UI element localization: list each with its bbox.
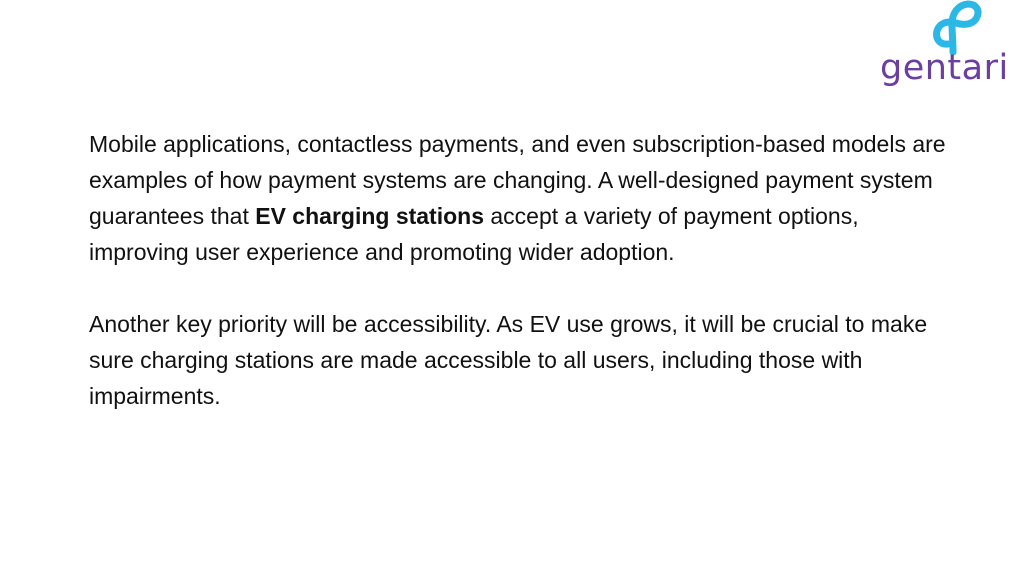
paragraph-payment-systems [89, 126, 949, 270]
paragraph-accessibility: Another key priority will be accessibility. As EV use grows, it will be crucial to make sure charging stations are made accessible to all users, including those with impairments. [89, 311, 928, 409]
ev-charging-stations-emphasis: EV charging stations [255, 203, 484, 229]
logo-wordmark: gentari [880, 48, 1009, 88]
paragraph-1-text-end: accept a variety of payment options, improving user experience and promoting wider adoption. [89, 203, 859, 265]
gentari-logo [880, 0, 1020, 96]
paragraph-1-text-start: Mobile applications, contactless payments, and even subscription-based models are examples of how payment systems are changing. A well-designed payment system guarantees that [89, 131, 946, 229]
body-text [89, 126, 949, 414]
